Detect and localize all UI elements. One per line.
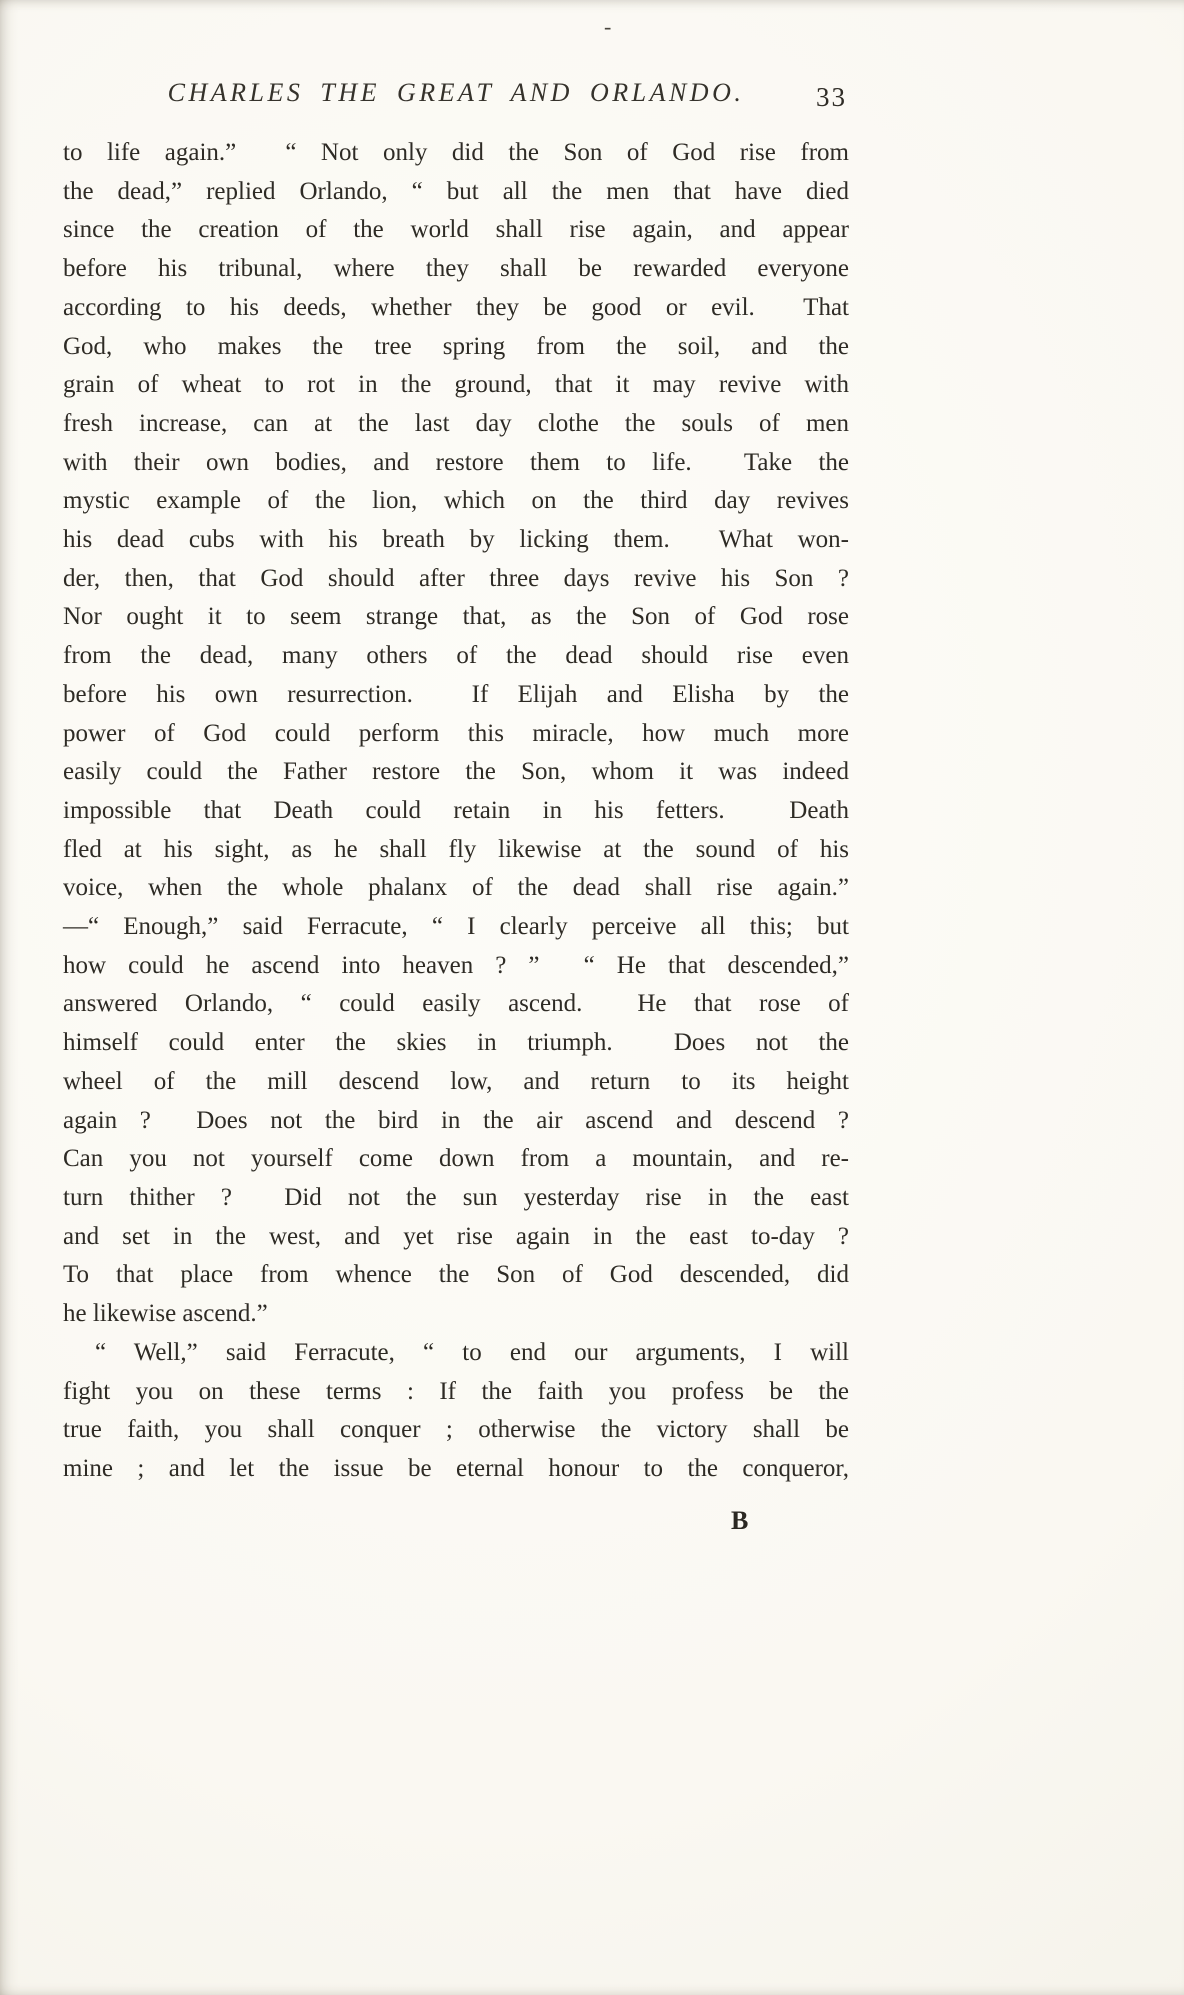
text-line: answered Orlando, “ could easily ascend. He that rose of [63,990,849,1018]
text-line: according to his deeds, whether they be good or evil. That [63,293,849,321]
text-block [63,78,849,1537]
text-line: to life again.” “ Not only did the Son of God rise from [63,139,849,166]
page-number: 33 [816,82,847,112]
running-header [63,78,849,118]
text-line: fled at his sight, as he shall fly likewise at the sound of his [63,835,849,863]
text-line: true faith, you shall conquer ; otherwise the victory shall be [63,1416,849,1444]
paragraph [63,1334,849,1489]
text-line: his dead cubs with his breath by licking them. What won- [63,526,849,554]
text-line: To that place from whence the Son of God descended, did [63,1261,849,1289]
text-line: voice, when the whole phalanx of the dead shall rise again.” [63,874,849,902]
text-line: with their own bodies, and restore them to life. Take the [63,448,849,476]
text-line: wheel of the mill descend low, and return to its height [63,1067,849,1095]
text-line: and set in the west, and yet rise again in the east to-day ? [63,1222,849,1250]
text-line: Can you not yourself come down from a mountain, and re- [63,1145,849,1173]
paragraph [63,134,849,1334]
text-line: fight you on these terms : If the faith you profess be the [63,1377,849,1405]
text-line: God, who makes the tree spring from the soil, and the [63,332,849,360]
running-header-title: CHARLES THE GREAT AND ORLANDO. [167,78,745,107]
text-line: himself could enter the skies in triumph. Does not the [63,1029,849,1057]
page-body [63,134,849,1489]
signature-mark: B [731,1505,749,1535]
text-line: fresh increase, can at the last day clothe the souls of men [63,409,849,437]
text-line: impossible that Death could retain in his fetters. Death [63,796,849,824]
text-line: mine ; and let the issue be eternal honour to the conqueror, [63,1454,849,1482]
text-line: he likewise ascend.” [63,1300,268,1328]
text-line: the dead,” replied Orlando, “ but all the men that have died [63,177,849,205]
text-line: before his tribunal, where they shall be rewarded everyone [63,255,849,283]
text-line: from the dead, many others of the dead should rise even [63,642,849,670]
text-line: grain of wheat to rot in the ground, that it may revive with [63,371,849,399]
text-line: before his own resurrection. If Elijah and Elisha by the [63,680,849,708]
text-line: since the creation of the world shall rise again, and appear [63,216,849,244]
scan-artifact-dash: - [604,14,612,39]
text-line: again ? Does not the bird in the air ascend and descend ? [63,1106,849,1134]
text-line: “ Well,” said Ferracute, “ to end our arguments, I will [95,1338,849,1366]
text-line: der, then, that God should after three days revive his Son ? [63,564,849,592]
text-line: mystic example of the lion, which on the third day revives [63,487,849,515]
text-line: turn thither ? Did not the sun yesterday rise in the east [63,1183,849,1211]
text-line: how could he ascend into heaven ? ” “ He that descended,” [63,951,849,979]
text-line: Nor ought it to seem strange that, as the Son of God rose [63,603,849,631]
text-line: —“ Enough,” said Ferracute, “ I clearly perceive all this; but [63,913,849,941]
text-line: easily could the Father restore the Son, whom it was indeed [63,758,849,786]
text-line: power of God could perform this miracle, how much more [63,719,849,747]
